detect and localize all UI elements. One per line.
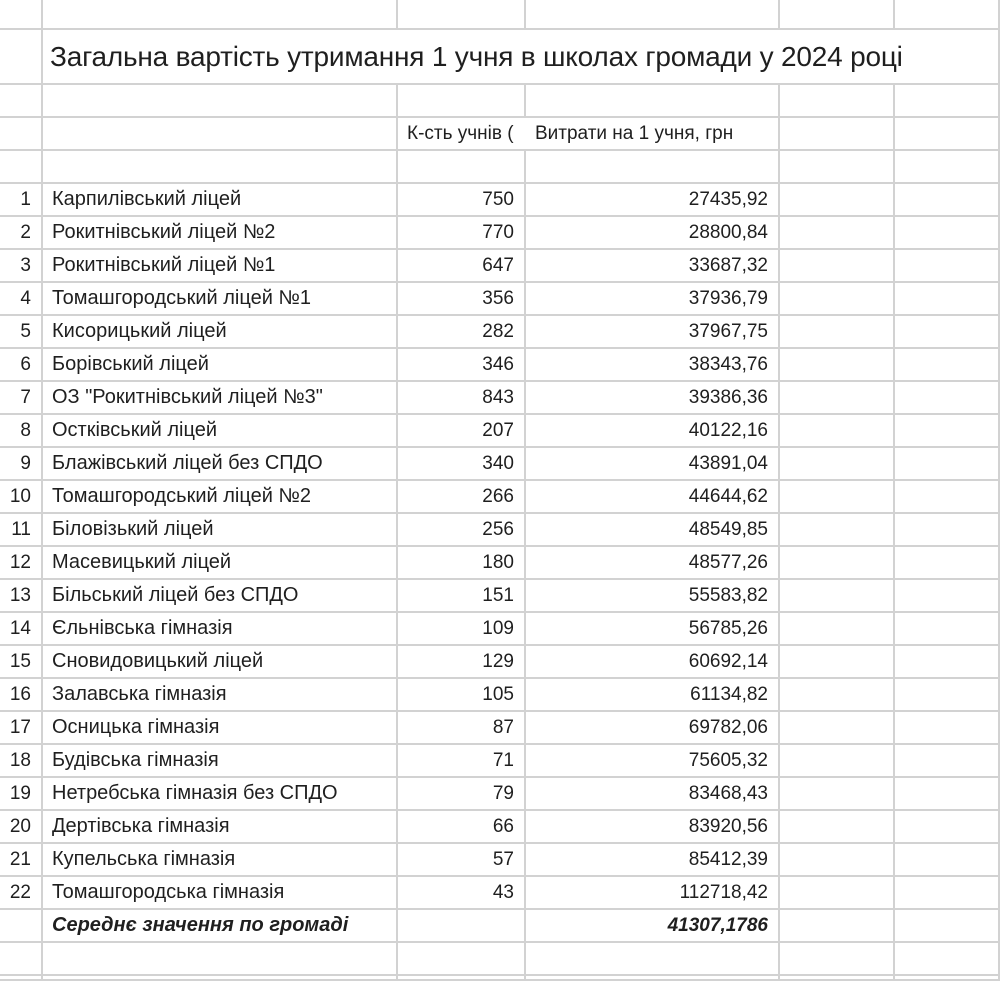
cell-empty[interactable] [43,85,398,118]
cell-empty[interactable] [780,811,895,844]
cell-school-name[interactable]: Будівська гімназія [43,745,398,778]
cell-empty[interactable] [895,778,1000,811]
cell-empty[interactable] [895,283,1000,316]
cell-empty[interactable] [780,250,895,283]
cell-empty[interactable] [895,811,1000,844]
cell-row-number[interactable]: 11 [0,514,43,547]
title-row [0,30,1000,85]
cell-cost-per-student[interactable]: 37936,79 [526,283,780,316]
cell-empty[interactable] [780,910,895,943]
cell-empty[interactable] [43,151,398,184]
cell-empty[interactable] [0,976,43,981]
cell-school-name[interactable]: Кисорицький ліцей [43,316,398,349]
cell-cost-per-student[interactable]: 39386,36 [526,382,780,415]
table-row [0,349,1000,382]
cell-students-count[interactable]: 180 [398,547,526,580]
cell-school-name[interactable]: Томашгородський ліцей №2 [43,481,398,514]
cell-cost-per-student[interactable]: 48577,26 [526,547,780,580]
table-row [0,481,1000,514]
table-row [0,712,1000,745]
cell-empty[interactable] [895,514,1000,547]
cell-empty[interactable] [895,877,1000,910]
cell-empty[interactable] [895,250,1000,283]
cell-empty[interactable] [780,943,895,976]
cell-school-name[interactable]: Залавська гімназія [43,679,398,712]
cell-school-name[interactable]: Карпилівський ліцей [43,184,398,217]
cell-school-name[interactable]: Томашгородський ліцей №1 [43,283,398,316]
cell-cost-per-student[interactable]: 112718,42 [526,877,780,910]
cost-column-header: Витрати на 1 учня, грн [526,118,780,151]
cell-school-name[interactable]: Масевицький ліцей [43,547,398,580]
cell-empty[interactable] [895,613,1000,646]
cell-empty[interactable] [780,382,895,415]
cell-empty[interactable] [780,481,895,514]
cell-empty[interactable] [526,976,780,981]
cell-empty[interactable] [780,415,895,448]
cell-empty[interactable] [895,415,1000,448]
cell-row-number[interactable]: 18 [0,745,43,778]
cell-school-name[interactable]: Остківський ліцей [43,415,398,448]
cell-row-number[interactable]: 6 [0,349,43,382]
cell-students-count[interactable]: 109 [398,613,526,646]
cell-students-count[interactable]: 282 [398,316,526,349]
cell-empty[interactable] [780,712,895,745]
cell-school-name[interactable]: Сновидовицький ліцей [43,646,398,679]
table-row [0,448,1000,481]
cell-empty[interactable] [895,151,1000,184]
cell-students-count[interactable]: 266 [398,481,526,514]
cell-students-count[interactable]: 151 [398,580,526,613]
cell-school-name[interactable]: Борівський ліцей [43,349,398,382]
table-rows [0,184,1000,910]
cell-empty[interactable] [780,745,895,778]
cell-row-number[interactable]: 10 [0,481,43,514]
cell-empty[interactable] [398,85,526,118]
table-row [0,514,1000,547]
cell-empty[interactable] [895,217,1000,250]
cell-row-number[interactable]: 20 [0,811,43,844]
cell-empty[interactable] [43,118,398,151]
table-row [0,877,1000,910]
cell-empty[interactable] [780,514,895,547]
cell-row-number[interactable]: 2 [0,217,43,250]
table-row [0,283,1000,316]
cell-students-count[interactable]: 356 [398,283,526,316]
cell-row-number[interactable]: 4 [0,283,43,316]
cell-empty[interactable] [780,316,895,349]
cell-empty[interactable] [0,85,43,118]
cell-school-name[interactable]: Дертівська гімназія [43,811,398,844]
cell-school-name[interactable]: Осницька гімназія [43,712,398,745]
cell-students-count[interactable]: 340 [398,448,526,481]
cell-students-count[interactable]: 207 [398,415,526,448]
cell-empty[interactable] [780,580,895,613]
cell-empty[interactable] [780,613,895,646]
cell-empty[interactable] [895,118,1000,151]
cell-row-number[interactable]: 14 [0,613,43,646]
cell-school-name[interactable]: Рокитнівський ліцей №1 [43,250,398,283]
cell-empty[interactable] [0,943,43,976]
cell-empty[interactable] [895,382,1000,415]
table-row [0,778,1000,811]
cell-empty[interactable] [780,151,895,184]
cell-empty[interactable] [0,151,43,184]
cell-empty[interactable] [780,217,895,250]
cell-students-count[interactable]: 57 [398,844,526,877]
cell-empty[interactable] [526,85,780,118]
cell-empty[interactable] [780,646,895,679]
partial-row [0,976,1000,981]
cell-students-count[interactable]: 66 [398,811,526,844]
table-row [0,217,1000,250]
cell-empty[interactable] [780,0,895,30]
cell-empty[interactable] [526,943,780,976]
cell-students-count[interactable]: 87 [398,712,526,745]
students-column-header: К-сть учнів ( [398,118,526,151]
cell-cost-per-student[interactable]: 60692,14 [526,646,780,679]
cell-empty[interactable] [895,910,1000,943]
cell-row-number[interactable]: 3 [0,250,43,283]
cell-school-name[interactable]: Більський ліцей без СПДО [43,580,398,613]
empty-row [0,85,1000,118]
cell-cost-per-student[interactable]: 69782,06 [526,712,780,745]
cell-empty[interactable] [526,0,780,30]
cell-empty[interactable] [0,0,43,30]
cell-row-number[interactable]: 16 [0,679,43,712]
empty-row [0,151,1000,184]
cell-students-count[interactable]: 79 [398,778,526,811]
cell-empty[interactable] [0,118,43,151]
cell-empty[interactable] [398,0,526,30]
cell-empty[interactable] [780,283,895,316]
table-row [0,250,1000,283]
cell-empty[interactable] [895,0,1000,30]
cell-empty[interactable] [780,679,895,712]
cell-empty[interactable] [398,910,526,943]
cell-school-name[interactable]: Томашгородська гімназія [43,877,398,910]
summary-value: 41307,1786 [526,910,780,943]
cell-students-count[interactable]: 129 [398,646,526,679]
cell-empty[interactable] [780,877,895,910]
cell-empty[interactable] [895,580,1000,613]
cell-empty[interactable] [895,184,1000,217]
cell-empty[interactable] [780,349,895,382]
cell-cost-per-student[interactable]: 27435,92 [526,184,780,217]
table-row [0,844,1000,877]
cell-empty[interactable] [780,976,895,981]
cell-cost-per-student[interactable]: 83920,56 [526,811,780,844]
cell-row-number[interactable]: 19 [0,778,43,811]
cell-students-count[interactable]: 71 [398,745,526,778]
cell-empty[interactable] [895,547,1000,580]
cell-empty[interactable] [895,646,1000,679]
cell-school-name[interactable]: Біловізький ліцей [43,514,398,547]
header-row [0,118,1000,151]
cell-row-number[interactable]: 1 [0,184,43,217]
cell-cost-per-student[interactable]: 75605,32 [526,745,780,778]
cell-empty[interactable] [780,547,895,580]
cell-empty[interactable] [526,151,780,184]
cell-empty[interactable] [895,844,1000,877]
cell-students-count[interactable]: 43 [398,877,526,910]
summary-label: Середнє значення по громаді [43,910,398,943]
cell-empty[interactable] [780,844,895,877]
cell-students-count[interactable]: 346 [398,349,526,382]
cell-empty[interactable] [895,481,1000,514]
cell-cost-per-student[interactable]: 83468,43 [526,778,780,811]
cell-cost-per-student[interactable]: 33687,32 [526,250,780,283]
cell-row-number[interactable]: 15 [0,646,43,679]
cell-empty[interactable] [895,448,1000,481]
cell-cost-per-student[interactable]: 56785,26 [526,613,780,646]
cell-school-name[interactable]: Купельська гімназія [43,844,398,877]
cell-empty[interactable] [895,976,1000,981]
cell-row-number[interactable]: 22 [0,877,43,910]
page-title: Загальна вартість утримання 1 учня в школах громади у 2024 році [43,30,1000,85]
cell-empty[interactable] [398,943,526,976]
cell-students-count[interactable]: 750 [398,184,526,217]
table-row [0,184,1000,217]
cell-row-number[interactable]: 13 [0,580,43,613]
cell-empty[interactable] [43,976,398,981]
cell-empty[interactable] [895,712,1000,745]
cell-row-number[interactable]: 8 [0,415,43,448]
cell-empty[interactable] [895,349,1000,382]
cell-row-number[interactable]: 9 [0,448,43,481]
table-row [0,745,1000,778]
cell-students-count[interactable]: 770 [398,217,526,250]
cell-row-number[interactable]: 17 [0,712,43,745]
cell-empty[interactable] [895,745,1000,778]
cell-cost-per-student[interactable]: 61134,82 [526,679,780,712]
cell-students-count[interactable]: 843 [398,382,526,415]
cell-cost-per-student[interactable]: 43891,04 [526,448,780,481]
summary-row [0,910,1000,943]
cell-school-name[interactable]: Блажівський ліцей без СПДО [43,448,398,481]
cell-school-name[interactable]: Рокитнівський ліцей №2 [43,217,398,250]
cell-empty[interactable] [398,976,526,981]
cell-cost-per-student[interactable]: 37967,75 [526,316,780,349]
cell-empty[interactable] [895,943,1000,976]
cell-school-name[interactable]: ОЗ "Рокитнівський ліцей №3" [43,382,398,415]
cell-empty[interactable] [780,448,895,481]
table-row [0,316,1000,349]
cell-empty[interactable] [895,679,1000,712]
cell-school-name[interactable]: Єльнівська гімназія [43,613,398,646]
cell-cost-per-student[interactable]: 40122,16 [526,415,780,448]
table-row [0,382,1000,415]
cell-empty[interactable] [780,85,895,118]
cell-empty[interactable] [780,778,895,811]
cell-row-number[interactable]: 12 [0,547,43,580]
empty-row-bottom [0,943,1000,976]
table-row [0,613,1000,646]
cell-cost-per-student[interactable]: 28800,84 [526,217,780,250]
cell-empty[interactable] [895,316,1000,349]
cell-empty[interactable] [0,30,43,85]
cell-cost-per-student[interactable]: 55583,82 [526,580,780,613]
cell-row-number[interactable]: 7 [0,382,43,415]
cell-cost-per-student[interactable]: 44644,62 [526,481,780,514]
cell-students-count[interactable]: 647 [398,250,526,283]
cell-empty[interactable] [780,184,895,217]
cell-students-count[interactable]: 105 [398,679,526,712]
cell-cost-per-student[interactable]: 38343,76 [526,349,780,382]
cell-empty[interactable] [43,943,398,976]
table-row [0,547,1000,580]
cell-row-number[interactable]: 5 [0,316,43,349]
cell-school-name[interactable]: Нетребська гімназія без СПДО [43,778,398,811]
cell-row-number[interactable]: 21 [0,844,43,877]
cell-empty[interactable] [0,910,43,943]
table-row [0,646,1000,679]
cell-empty[interactable] [780,118,895,151]
empty-row-top [0,0,1000,30]
cell-empty[interactable] [43,0,398,30]
cell-empty[interactable] [398,151,526,184]
table-row [0,580,1000,613]
cell-cost-per-student[interactable]: 48549,85 [526,514,780,547]
table-row [0,415,1000,448]
table-row [0,811,1000,844]
cell-empty[interactable] [895,85,1000,118]
cell-cost-per-student[interactable]: 85412,39 [526,844,780,877]
cell-students-count[interactable]: 256 [398,514,526,547]
table-row [0,679,1000,712]
